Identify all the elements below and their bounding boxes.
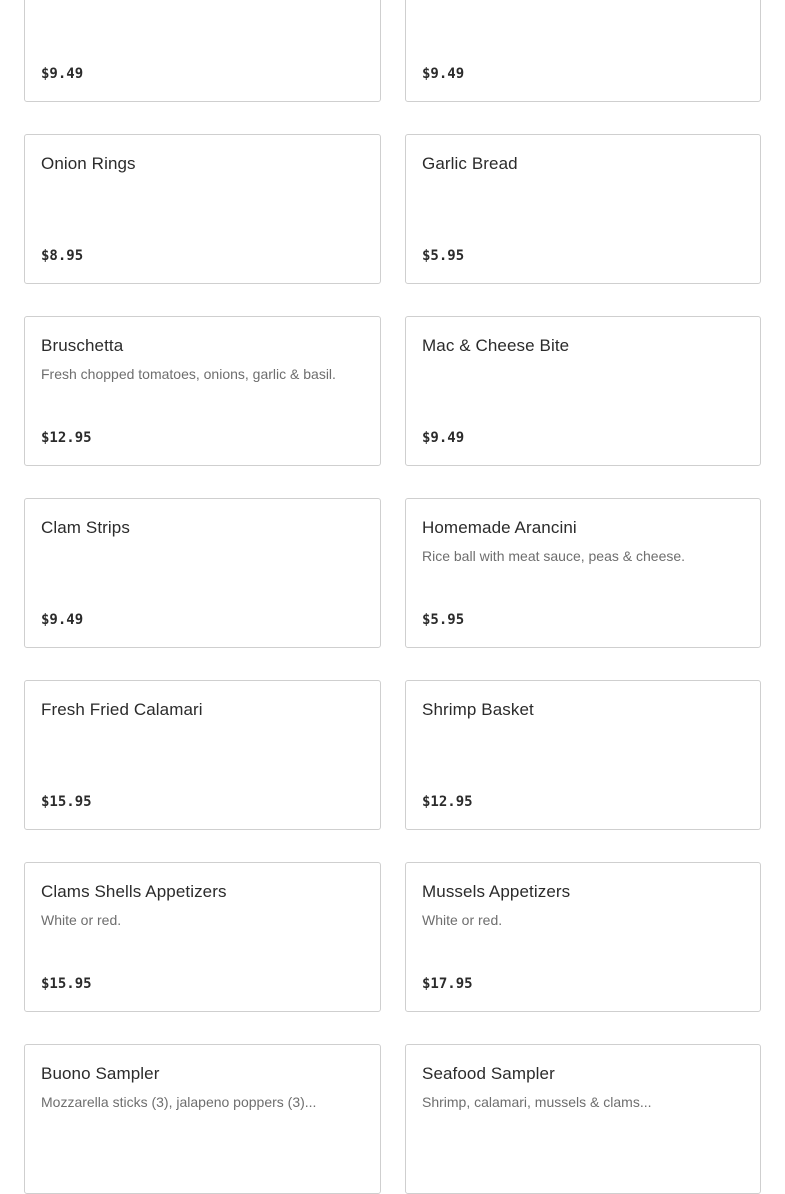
menu-item-price: $5.95 <box>422 248 465 264</box>
menu-item-price: $17.95 <box>422 976 473 992</box>
menu-item-description: Mozzarella sticks (3), jalapeno poppers (3)... <box>41 1094 317 1110</box>
menu-item-name: Seafood Sampler <box>422 1064 555 1083</box>
menu-item-card[interactable] <box>405 498 761 648</box>
menu-item-name: Onion Rings <box>41 154 136 173</box>
menu-item-description: White or red. <box>422 912 503 928</box>
menu-item-description: Rice ball with meat sauce, peas & cheese. <box>422 548 686 564</box>
menu-item-price: $15.95 <box>41 976 92 992</box>
menu-item-description: Fresh chopped tomatoes, onions, garlic & basil. <box>41 366 336 382</box>
menu-item-card[interactable] <box>24 134 381 284</box>
menu-item-name: Mac & Cheese Bite <box>422 336 570 355</box>
menu-item-price: $12.95 <box>41 430 92 446</box>
menu-item-name: Clams Shells Appetizers <box>41 882 227 901</box>
menu-item-card[interactable] <box>405 862 761 1012</box>
menu-item-name: Shrimp Basket <box>422 700 534 719</box>
menu-item-card[interactable] <box>24 0 381 102</box>
menu-item-description: Shrimp, calamari, mussels & clams... <box>422 1094 652 1110</box>
menu-item-name: Mussels Appetizers <box>422 882 571 901</box>
menu-item-price: $9.49 <box>422 66 465 82</box>
menu-item-name: Buono Sampler <box>41 1064 160 1083</box>
menu-item-name: Bruschetta <box>41 336 124 355</box>
menu-item-card[interactable] <box>405 1044 761 1194</box>
menu-item-card[interactable] <box>24 862 381 1012</box>
menu-item-card[interactable] <box>24 316 381 466</box>
menu-item-card[interactable] <box>24 1044 381 1194</box>
menu-item-card[interactable] <box>24 498 381 648</box>
menu-item-price: $12.95 <box>422 794 473 810</box>
menu-item-name: Clam Strips <box>41 518 130 537</box>
menu-item-name: Garlic Bread <box>422 154 518 173</box>
menu-item-card[interactable] <box>405 316 761 466</box>
menu-item-price: $9.49 <box>41 612 84 628</box>
menu-item-price: $8.95 <box>41 248 84 264</box>
menu-item-card[interactable] <box>405 680 761 830</box>
menu-item-card[interactable] <box>24 680 381 830</box>
menu-item-description: White or red. <box>41 912 122 928</box>
menu-item-card[interactable] <box>405 0 761 102</box>
menu-item-price: $15.95 <box>41 794 92 810</box>
menu-item-price: $5.95 <box>422 612 465 628</box>
menu-item-name: Fresh Fried Calamari <box>41 700 203 719</box>
menu-item-grid <box>24 0 761 1194</box>
menu-item-price: $9.49 <box>422 430 465 446</box>
menu-item-name: Homemade Arancini <box>422 518 577 537</box>
menu-item-card[interactable] <box>405 134 761 284</box>
menu-item-price: $9.49 <box>41 66 84 82</box>
